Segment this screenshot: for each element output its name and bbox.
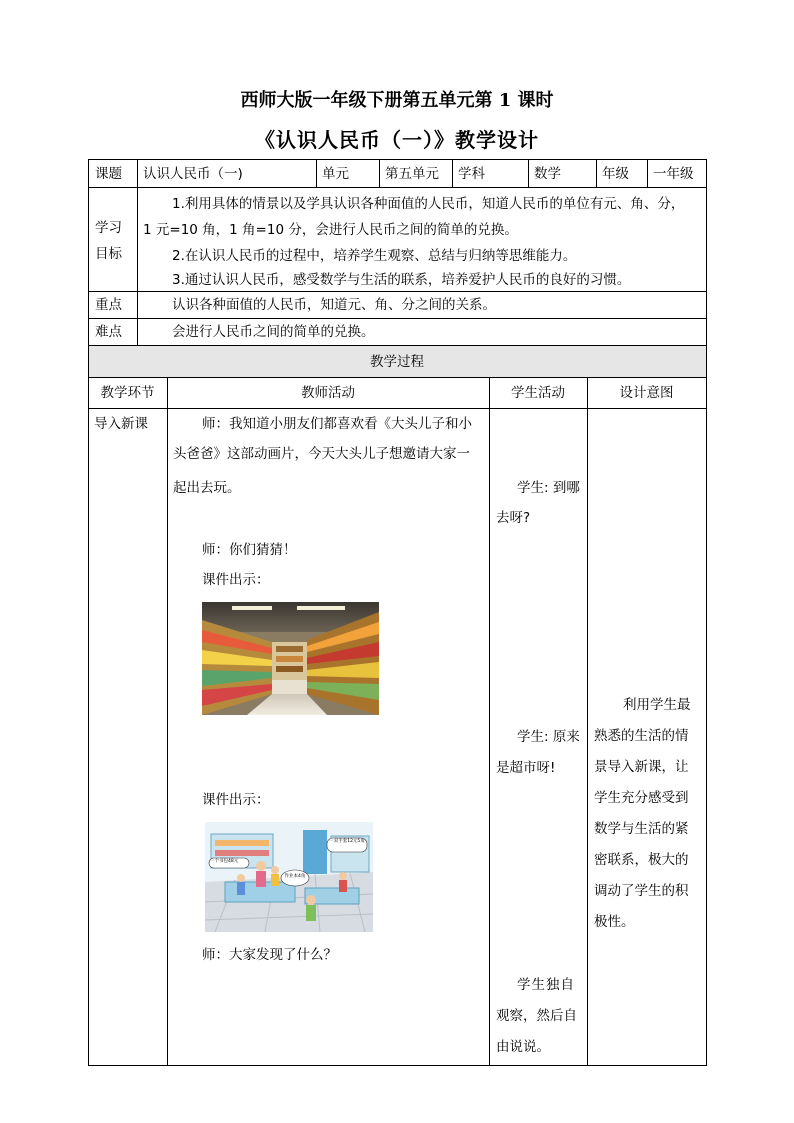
table-rule xyxy=(596,159,597,187)
objectives-label: 学习 xyxy=(95,220,122,236)
supermarket-aisle-image xyxy=(202,602,379,715)
table-rule xyxy=(706,159,707,1066)
col-header-design: 设计意图 xyxy=(619,385,674,401)
price-tag: 作业本4角 xyxy=(284,874,306,879)
teacher-line: 起出去玩。 xyxy=(173,480,241,496)
table-rule xyxy=(88,159,89,1066)
document-title: 西师大版一年级下册第五单元第 1 课时 xyxy=(240,90,554,111)
unit-label: 单元 xyxy=(322,166,349,182)
table-rule xyxy=(647,159,648,187)
process-title: 教学过程 xyxy=(370,354,424,370)
teacher-line: 课件出示： xyxy=(202,792,270,808)
subject-label: 学科 xyxy=(458,166,485,182)
student-line: 学生: 原来 xyxy=(517,729,580,745)
col-header-student: 学生活动 xyxy=(511,385,565,401)
col-header-stage: 教学环节 xyxy=(100,385,155,401)
student-line: 观察，然后自 xyxy=(496,1008,577,1024)
price-tag: 一个书包48元 xyxy=(210,859,239,864)
objective-item-1 xyxy=(172,191,702,217)
design-line: 调动了学生的积 xyxy=(594,883,689,899)
grade-value: 一年级 xyxy=(653,166,694,182)
table-rule xyxy=(528,159,529,187)
price-tag: 一双手套12元5角 xyxy=(329,839,365,844)
student-line: 是超市呀! xyxy=(496,760,556,776)
teacher-line: 头爸爸》这部动画片，今天大头儿子想邀请大家一 xyxy=(173,446,470,462)
teacher-line: 师：你们猜猜！ xyxy=(202,542,297,558)
table-rule xyxy=(452,159,453,187)
table-rule xyxy=(88,187,706,188)
student-line: 由说说。 xyxy=(496,1039,550,1055)
table-rule xyxy=(316,159,317,187)
design-line: 景导入新课，让 xyxy=(594,759,689,775)
objective-line: 1 元=10 角，1 角=10 分，会进行人民币之间的简单的兑换。 xyxy=(143,222,518,238)
objectives-label: 目标 xyxy=(95,246,122,262)
teacher-line: 课件出示： xyxy=(202,572,270,588)
cartoon-shop-illustration xyxy=(205,822,373,932)
design-line: 利用学生最 xyxy=(623,697,691,713)
objective-item-3: 3.通过认识人民币，感受数学与生活的联系，培养爱护人民币的良好的习惯。 xyxy=(172,272,631,288)
table-rule xyxy=(587,377,588,1066)
key-point-text: 认识各种面值的人民币，知道元、角、分之间的关系。 xyxy=(172,297,496,313)
table-rule xyxy=(137,159,138,187)
design-line: 数学与生活的紧 xyxy=(594,821,689,837)
table-rule xyxy=(88,1065,706,1066)
student-line: 学生: 到哪 xyxy=(517,480,580,496)
objective-line: 1.利用具体的情景以及学具认识各种面值的人民币，知道人民币的单位有元、角、分， xyxy=(172,196,685,212)
table-rule xyxy=(88,159,706,160)
topic-label: 课题 xyxy=(95,166,122,182)
design-line: 极性。 xyxy=(594,914,635,930)
teacher-line: 师：我知道小朋友们都喜欢看《大头儿子和小 xyxy=(202,416,472,432)
design-line: 密联系，极大的 xyxy=(594,852,689,868)
table-rule xyxy=(489,377,490,1066)
table-rule xyxy=(88,408,706,409)
design-line: 熟悉的生活的情 xyxy=(594,728,689,744)
teacher-line: 师：大家发现了什么？ xyxy=(202,947,337,963)
table-rule xyxy=(379,159,380,187)
supermarket-photo xyxy=(202,602,379,715)
table-rule xyxy=(88,377,706,378)
difficulty-label: 难点 xyxy=(95,324,122,340)
table-rule xyxy=(167,377,168,1066)
document-subtitle: 《认识人民币（一）》教学设计 xyxy=(255,128,539,152)
key-point-label: 重点 xyxy=(95,297,122,313)
objective-item-2: 2.在认识人民币的过程中，培养学生观察、总结与归纳等思维能力。 xyxy=(172,248,577,264)
stage-intro: 导入新课 xyxy=(94,416,148,432)
design-line: 学生充分感受到 xyxy=(594,790,689,806)
subject-value: 数学 xyxy=(534,166,561,182)
topic-value: 认识人民币（一) xyxy=(143,166,243,182)
table-rule xyxy=(137,187,138,345)
col-header-teacher: 教师活动 xyxy=(301,385,355,401)
student-line: 去呀? xyxy=(496,510,531,526)
difficulty-text: 会进行人民币之间的简单的兑换。 xyxy=(172,324,375,340)
unit-value: 第五单元 xyxy=(385,166,439,182)
grade-label: 年级 xyxy=(602,166,629,182)
objective-item-1-cont xyxy=(143,217,703,243)
student-line: 学生独自 xyxy=(517,977,575,993)
table-rule xyxy=(88,318,706,319)
